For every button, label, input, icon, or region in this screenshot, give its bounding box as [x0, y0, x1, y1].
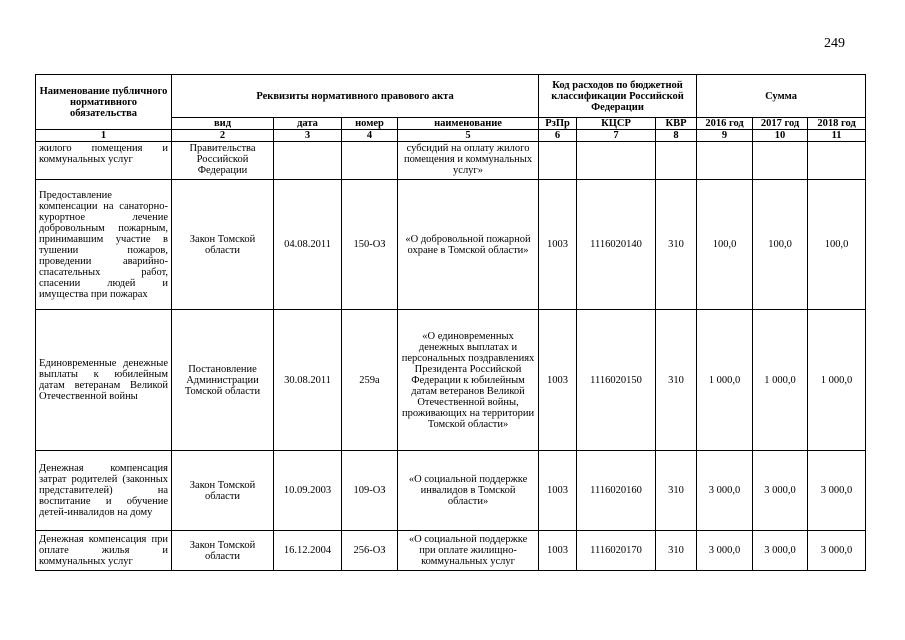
cell-2017: 3 000,0 [753, 451, 808, 531]
cell-act-title: «О социальной поддержке при оплате жилищно-коммунальных услуг [398, 531, 539, 571]
header-obligation: Наименование публичного нормативного обязательства [36, 75, 172, 130]
column-number: 11 [808, 130, 866, 142]
cell-date: 16.12.2004 [274, 531, 342, 571]
cell-obligation: Денежная компенсация при оплате жилья и коммунальных услуг [36, 531, 172, 571]
cell-kvr: 310 [656, 531, 697, 571]
cell-kvr: 310 [656, 180, 697, 310]
cell-act-title: «О добровольной пожарной охране в Томской области» [398, 180, 539, 310]
subheader-kcsr: КЦСР [577, 118, 656, 130]
cell-act-type: Закон Томской области [172, 180, 274, 310]
cell-2016: 3 000,0 [697, 451, 753, 531]
cell-act-title: субсидий на оплату жилого помещения и коммунальных услуг» [398, 142, 539, 180]
table-row [36, 142, 866, 180]
table-row [36, 531, 866, 571]
cell-date: 30.08.2011 [274, 310, 342, 451]
cell-2018: 1 000,0 [808, 310, 866, 451]
cell-act-type: Закон Томской области [172, 531, 274, 571]
cell-kcsr [577, 142, 656, 180]
subheader-2016: 2016 год [697, 118, 753, 130]
column-number: 2 [172, 130, 274, 142]
cell-act-type: Постановление Администрации Томской области [172, 310, 274, 451]
subheader-title: наименование [398, 118, 539, 130]
column-number: 9 [697, 130, 753, 142]
cell-date: 10.09.2003 [274, 451, 342, 531]
cell-2017: 3 000,0 [753, 531, 808, 571]
cell-act-title: «О социальной поддержке инвалидов в Томской области» [398, 451, 539, 531]
cell-kvr [656, 142, 697, 180]
cell-2018: 3 000,0 [808, 531, 866, 571]
cell-number: 109-ОЗ [342, 451, 398, 531]
subheader-2018: 2018 год [808, 118, 866, 130]
cell-2017: 1 000,0 [753, 310, 808, 451]
column-number-row [36, 130, 866, 142]
header-act-requisites: Реквизиты нормативного правового акта [172, 75, 539, 118]
cell-date [274, 142, 342, 180]
header-budget-code: Код расходов по бюджетной классификации Российской Федерации [539, 75, 697, 118]
column-number: 4 [342, 130, 398, 142]
cell-number: 150-ОЗ [342, 180, 398, 310]
cell-kcsr: 1116020160 [577, 451, 656, 531]
column-number: 5 [398, 130, 539, 142]
cell-number: 259а [342, 310, 398, 451]
cell-rzpr [539, 142, 577, 180]
subheader-rzpr: РзПр [539, 118, 577, 130]
cell-2018: 100,0 [808, 180, 866, 310]
subheader-2017: 2017 год [753, 118, 808, 130]
cell-obligation: Денежная компенсация затрат родителей (законных представителей) на воспитание и обучение детей-инвалидов на дому [36, 451, 172, 531]
cell-2016 [697, 142, 753, 180]
cell-2016: 100,0 [697, 180, 753, 310]
column-number: 8 [656, 130, 697, 142]
page-number: 249 [824, 36, 845, 51]
cell-2017: 100,0 [753, 180, 808, 310]
cell-number: 256-ОЗ [342, 531, 398, 571]
cell-2017 [753, 142, 808, 180]
cell-date: 04.08.2011 [274, 180, 342, 310]
cell-rzpr: 1003 [539, 180, 577, 310]
cell-act-type: Закон Томской области [172, 451, 274, 531]
cell-2016: 3 000,0 [697, 531, 753, 571]
column-number: 1 [36, 130, 172, 142]
cell-number [342, 142, 398, 180]
cell-rzpr: 1003 [539, 310, 577, 451]
cell-2018 [808, 142, 866, 180]
table-row [36, 310, 866, 451]
cell-kcsr: 1116020150 [577, 310, 656, 451]
subheader-number: номер [342, 118, 398, 130]
cell-kvr: 310 [656, 310, 697, 451]
cell-kvr: 310 [656, 451, 697, 531]
cell-2016: 1 000,0 [697, 310, 753, 451]
cell-kcsr: 1116020170 [577, 531, 656, 571]
table-row [36, 180, 866, 310]
cell-rzpr: 1003 [539, 531, 577, 571]
table-row [36, 451, 866, 531]
cell-act-title: «О единовременных денежных выплатах и персональных поздравлениях Президента Российской Федерации к юбилейным датам ветеранов Великой Отечественной войны, проживающих на территории Томской области» [398, 310, 539, 451]
cell-kcsr: 1116020140 [577, 180, 656, 310]
cell-obligation: Предоставление компенсации на санаторно-курортное лечение добровольным пожарным, принимавшим участие в тушении пожаров, проведении аварийно-спасательных работ, спасении людей и имущества при пожарах [36, 180, 172, 310]
subheader-type: вид [172, 118, 274, 130]
column-number: 6 [539, 130, 577, 142]
cell-rzpr: 1003 [539, 451, 577, 531]
cell-obligation: жилого помещения и коммунальных услуг [36, 142, 172, 180]
cell-2018: 3 000,0 [808, 451, 866, 531]
column-number: 3 [274, 130, 342, 142]
cell-act-type: Правительства Российской Федерации [172, 142, 274, 180]
cell-obligation: Единовременные денежные выплаты к юбилейным датам ветеранам Великой Отечественной войны [36, 310, 172, 451]
header-row [36, 75, 866, 118]
budget-table [35, 74, 866, 571]
subheader-kvr: КВР [656, 118, 697, 130]
column-number: 7 [577, 130, 656, 142]
column-number: 10 [753, 130, 808, 142]
header-sum: Сумма [697, 75, 866, 118]
subheader-date: дата [274, 118, 342, 130]
